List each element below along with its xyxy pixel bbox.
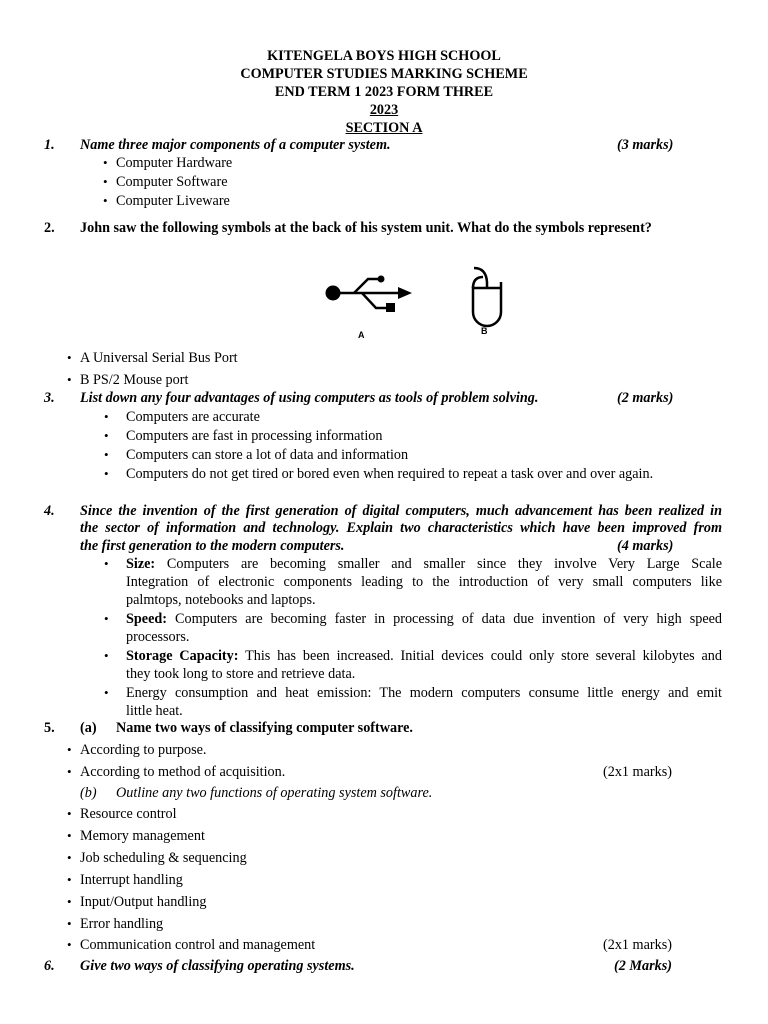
question-5-number: 5. xyxy=(44,720,55,736)
list-item: Computers can store a lot of data and information xyxy=(126,447,409,463)
list-item: Interrupt handling xyxy=(80,872,183,888)
question-4-text-line-2: the sector of information and technology. Explain two characteristics which have been improved from xyxy=(80,520,722,536)
storage-answer-line-2: they took long to store and retrieve data. xyxy=(126,666,356,682)
bullet-icon: • xyxy=(67,806,72,821)
list-item: According to method of acquisition. xyxy=(80,764,286,780)
question-1-number: 1. xyxy=(44,137,55,153)
question-4-text-line-1: Since the invention of the first generation of digital computers, much advancement has been realized in xyxy=(80,503,722,519)
question-6-text: Give two ways of classifying operating systems. xyxy=(80,958,355,974)
bullet-icon: • xyxy=(67,350,72,365)
bullet-icon: • xyxy=(104,466,109,481)
list-item: Computer Hardware xyxy=(116,155,233,171)
question-5b-text: Outline any two functions of operating system software. xyxy=(116,785,433,801)
energy-answer-line-1: Energy consumption and heat emission: The modern computers consume little energy and emit xyxy=(126,685,722,701)
energy-answer-line-2: little heat. xyxy=(126,703,183,719)
bullet-icon: • xyxy=(104,648,109,663)
list-item: Resource control xyxy=(80,806,177,822)
bullet-icon: • xyxy=(104,409,109,424)
bullet-icon: • xyxy=(103,174,108,189)
bullet-icon: • xyxy=(67,872,72,887)
list-item: A Universal Serial Bus Port xyxy=(80,350,238,366)
mouse-icon xyxy=(473,268,501,326)
question-5b-label: (b) xyxy=(80,785,97,801)
list-item: Computer Liveware xyxy=(116,193,230,209)
list-item: Memory management xyxy=(80,828,205,844)
bullet-icon: • xyxy=(67,894,72,909)
question-4-number: 4. xyxy=(44,503,55,519)
section-heading: SECTION A xyxy=(345,120,423,136)
list-item: Job scheduling & sequencing xyxy=(80,850,247,866)
question-5a-label: (a) xyxy=(80,720,97,736)
speed-answer-line-1 xyxy=(126,610,722,628)
question-6-marks: (2 Marks) xyxy=(614,958,672,974)
list-item: Computers are fast in processing information xyxy=(126,428,383,444)
question-5a-text: Name two ways of classifying computer software. xyxy=(116,720,413,736)
speed-answer-line-2: processors. xyxy=(126,629,190,645)
bullet-icon: • xyxy=(67,828,72,843)
question-3-marks: (2 marks) xyxy=(617,390,674,406)
symbol-b-label: B xyxy=(481,326,488,336)
symbol-a-label: A xyxy=(358,330,365,340)
list-item: Communication control and management xyxy=(80,937,316,953)
speed-term: Speed: xyxy=(126,611,167,627)
storage-term: Storage Capacity: xyxy=(126,648,239,664)
list-item: Computer Software xyxy=(116,174,228,190)
bullet-icon: • xyxy=(67,372,72,387)
bullet-icon: • xyxy=(104,685,109,700)
list-item: Computers do not get tired or bored even when required to repeat a task over and over again. xyxy=(126,466,654,482)
bullet-icon: • xyxy=(103,193,108,208)
bullet-icon: • xyxy=(104,611,109,626)
question-6-number: 6. xyxy=(44,958,55,974)
size-term: Size: xyxy=(126,556,156,572)
bullet-icon: • xyxy=(104,447,109,462)
exam-term: END TERM 1 2023 FORM THREE xyxy=(274,84,494,100)
bullet-icon: • xyxy=(103,155,108,170)
question-1-text: Name three major components of a computer system. xyxy=(80,137,391,153)
bullet-icon: • xyxy=(67,764,72,779)
list-item: B PS/2 Mouse port xyxy=(80,372,189,388)
storage-answer-line-1 xyxy=(126,647,722,665)
list-item: Computers are accurate xyxy=(126,409,260,425)
question-3-text: List down any four advantages of using computers as tools of problem solving. xyxy=(80,390,539,406)
question-1-marks: (3 marks) xyxy=(617,137,674,153)
bullet-icon: • xyxy=(104,428,109,443)
bullet-icon: • xyxy=(67,916,72,931)
question-3-number: 3. xyxy=(44,390,55,406)
exam-year: 2023 xyxy=(369,102,399,118)
bullet-icon: • xyxy=(67,850,72,865)
list-item: Input/Output handling xyxy=(80,894,207,910)
size-answer-line-1 xyxy=(126,555,722,573)
school-name: KITENGELA BOYS HIGH SCHOOL xyxy=(267,48,501,64)
usb-icon xyxy=(326,276,413,313)
question-4-text-line-3: the first generation to the modern computers. xyxy=(80,538,345,554)
document-title: COMPUTER STUDIES MARKING SCHEME xyxy=(240,66,528,82)
question-4-marks: (4 marks) xyxy=(617,538,674,554)
port-symbols-figure xyxy=(318,262,518,342)
size-answer-line-3: palmtops, notebooks and laptops. xyxy=(126,592,316,608)
list-item: Error handling xyxy=(80,916,164,932)
bullet-icon: • xyxy=(67,937,72,952)
size-answer-line-2: Integration of electronic components leading to the introduction of very small computers like xyxy=(126,574,722,590)
bullet-icon: • xyxy=(104,556,109,571)
question-2-text: John saw the following symbols at the back of his system unit. What do the symbols represent? xyxy=(80,220,652,236)
question-5a-marks: (2x1 marks) xyxy=(603,764,672,780)
size-text: Computers are becoming smaller and smaller since they involve Very Large Scale xyxy=(166,556,722,572)
bullet-icon: • xyxy=(67,742,72,757)
question-5b-marks: (2x1 marks) xyxy=(603,937,672,953)
list-item: According to purpose. xyxy=(80,742,207,758)
storage-text: This has been increased. Initial devices could only store several kilobytes and xyxy=(245,648,722,664)
speed-text: Computers are becoming faster in processing of data due invention of very high speed xyxy=(175,611,723,627)
question-2-number: 2. xyxy=(44,220,55,236)
